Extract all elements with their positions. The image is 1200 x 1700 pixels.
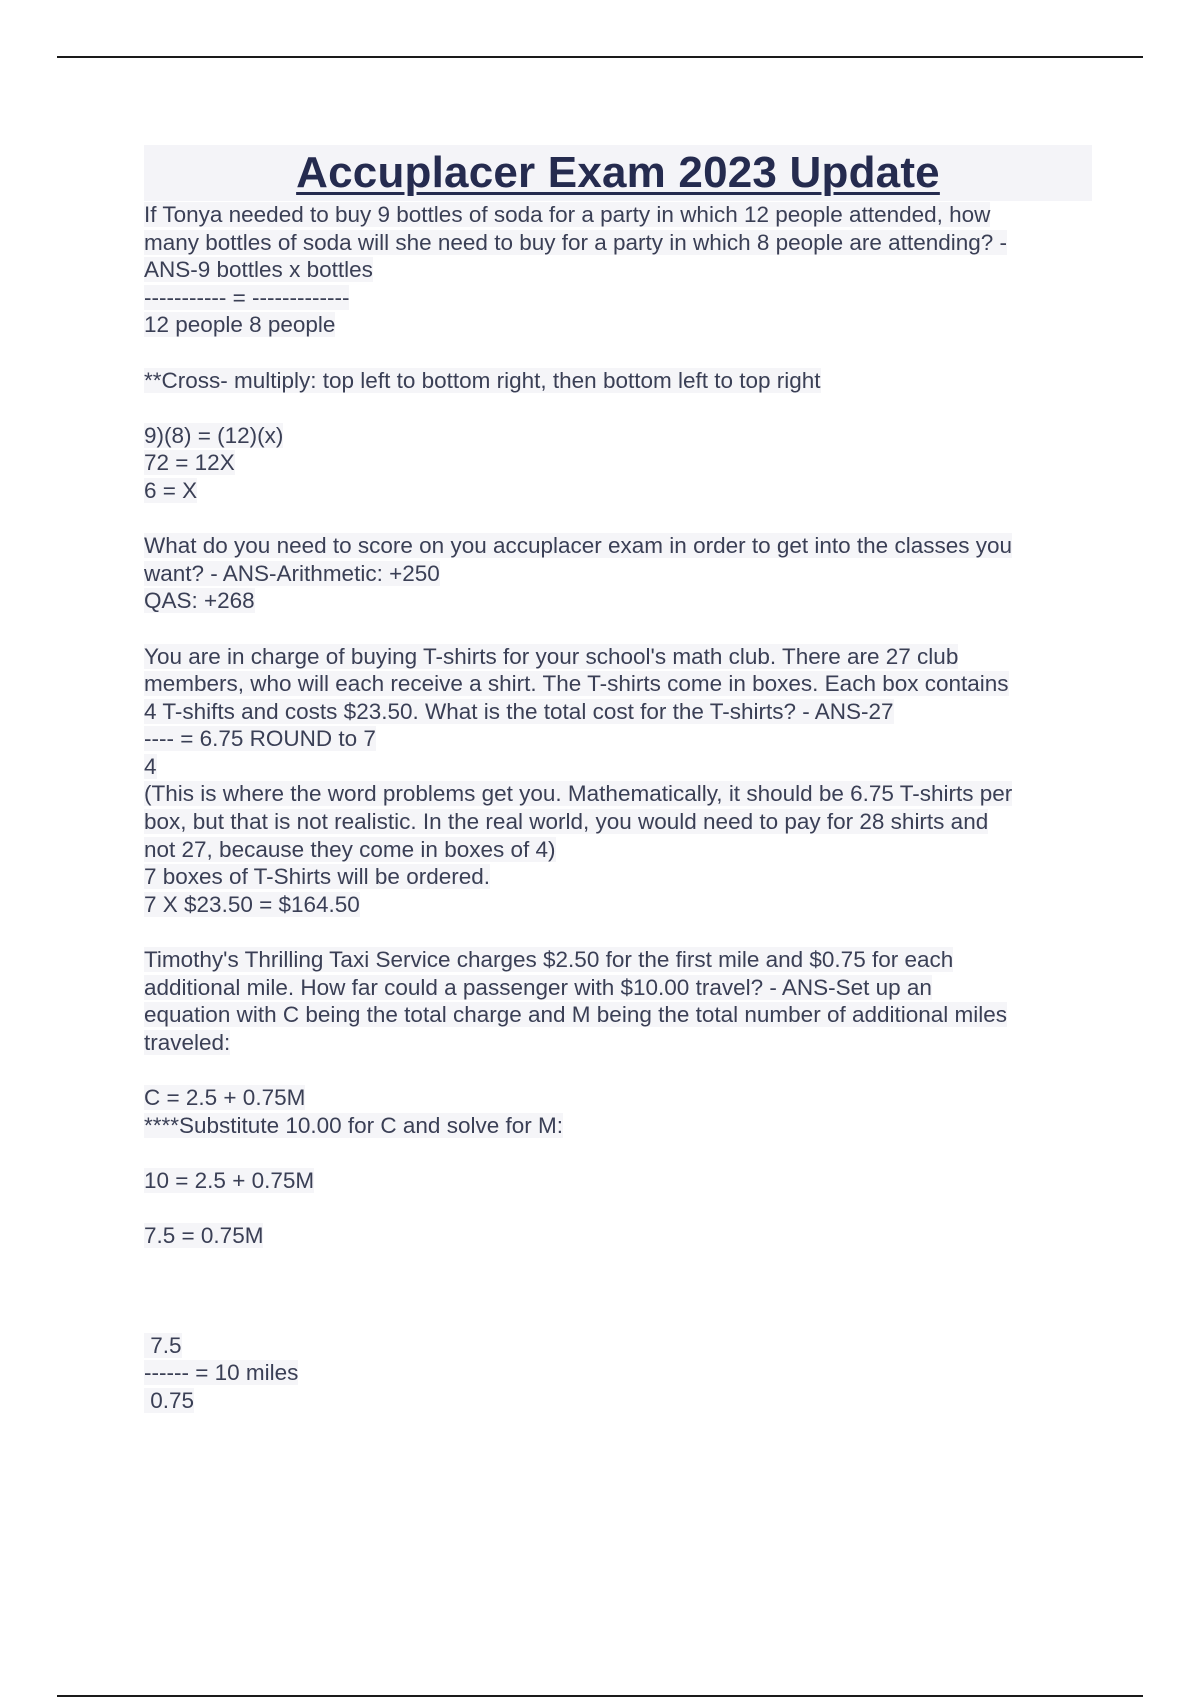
text-line: Timothy's Thrilling Taxi Service charges $2.50 for the first mile and $0.75 for each [144,947,954,973]
document-page [144,145,1092,1414]
top-rule [57,56,1143,58]
text-line: 12 people 8 people [144,312,336,338]
text-line: You are in charge of buying T-shirts for your school's math club. There are 27 club [144,643,959,669]
text-line: ----------- = ------------- [144,284,350,310]
text-line: 7.5 [144,1332,182,1358]
document-title: Accuplacer Exam 2023 Update [296,148,940,197]
text-line: ------ = 10 miles [144,1360,299,1386]
text-line: ****Substitute 10.00 for C and solve for M: [144,1112,563,1138]
text-line: 0.75 [144,1387,195,1413]
bottom-rule [57,1695,1143,1697]
text-line: many bottles of soda will she need to buy for a party in which 8 people are attending? - [144,229,1008,255]
text-block [144,1167,1092,1195]
text-block [144,1084,1092,1139]
text-block [144,1332,1092,1415]
text-block [144,946,1092,1056]
text-line: 7.5 = 0.75M [144,1222,264,1248]
text-line: ANS-9 bottles x bottles [144,257,373,283]
text-line: 72 = 12X [144,450,235,476]
text-line: 10 = 2.5 + 0.75M [144,1167,315,1193]
text-line: members, who will each receive a shirt. The T-shirts come in boxes. Each box contains [144,671,1009,697]
text-line: (This is where the word problems get you. Mathematically, it should be 6.75 T-shirts per [144,781,1013,807]
text-line: 9)(8) = (12)(x) [144,422,284,448]
text-line: 6 = X [144,477,198,503]
text-line: box, but that is not realistic. In the real world, you would need to pay for 28 shirts and [144,809,989,835]
text-block [144,201,1092,339]
text-line: 4 [144,753,157,779]
text-line: 7 boxes of T-Shirts will be ordered. [144,864,491,890]
title-band [144,145,1092,201]
text-block [144,643,1092,919]
text-line: want? - ANS-Arithmetic: +250 [144,560,440,586]
text-line: What do you need to score on you accuplacer exam in order to get into the classes you [144,533,1012,559]
text-block [144,1222,1092,1250]
text-block [144,422,1092,505]
text-line: **Cross- multiply: top left to bottom right, then bottom left to top right [144,367,821,393]
text-line: equation with C being the total charge and M being the total number of additional miles [144,1002,1008,1028]
text-line: 7 X $23.50 = $164.50 [144,891,360,917]
text-line: additional mile. How far could a passenger with $10.00 travel? - ANS-Set up an [144,974,932,1000]
text-line: not 27, because they come in boxes of 4) [144,836,556,862]
text-block [144,532,1092,615]
text-line: QAS: +268 [144,588,255,614]
text-line: C = 2.5 + 0.75M [144,1085,306,1110]
text-line: 4 T-shifts and costs $23.50. What is the total cost for the T-shirts? - ANS-27 [144,698,894,724]
text-block [144,367,1092,395]
text-line: ---- = 6.75 ROUND to 7 [144,726,376,752]
text-line: If Tonya needed to buy 9 bottles of soda for a party in which 12 people attended, how [144,202,991,227]
text-line: traveled: [144,1029,231,1055]
